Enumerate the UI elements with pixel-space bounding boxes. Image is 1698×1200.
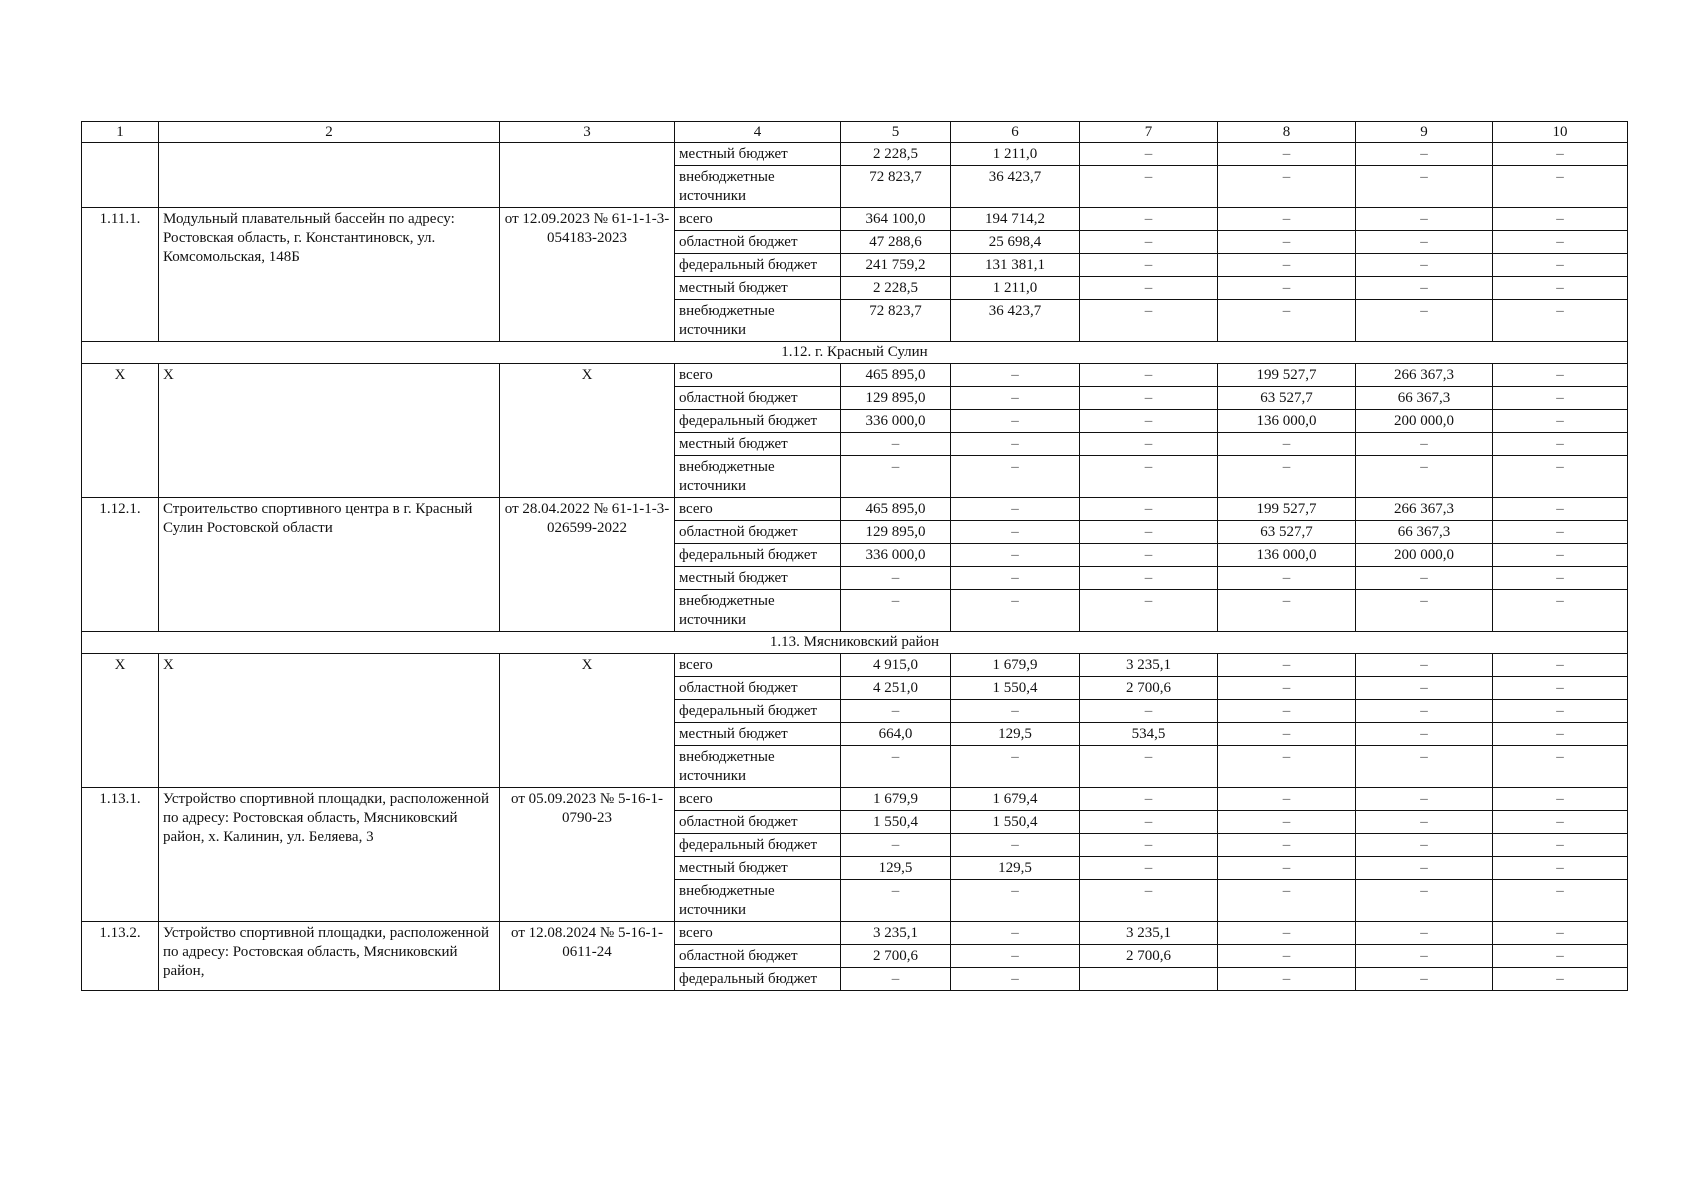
amount-cell: – [951, 834, 1080, 857]
funding-row [82, 208, 1628, 231]
amount-cell: – [951, 387, 1080, 410]
funding-row [82, 654, 1628, 677]
amount-cell: – [841, 968, 951, 991]
amount-cell: – [1493, 857, 1628, 880]
amount-cell: 1 679,9 [841, 788, 951, 811]
amount-cell: – [1218, 300, 1356, 342]
amount-cell: – [951, 521, 1080, 544]
amount-cell: – [1080, 456, 1218, 498]
item-code: 1.11.1. [82, 208, 159, 342]
amount-cell: – [1356, 857, 1493, 880]
object-name: Х [159, 364, 500, 498]
amount-cell: – [951, 364, 1080, 387]
funding-source: местный бюджет [675, 433, 841, 456]
amount-cell: 200 000,0 [1356, 410, 1493, 433]
amount-cell: – [841, 834, 951, 857]
amount-cell: 241 759,2 [841, 254, 951, 277]
amount-cell: – [951, 433, 1080, 456]
section-title: 1.12. г. Красный Сулин [82, 342, 1628, 364]
amount-cell: 199 527,7 [1218, 364, 1356, 387]
amount-cell: – [1080, 364, 1218, 387]
amount-cell: 129 895,0 [841, 387, 951, 410]
amount-cell: – [1493, 387, 1628, 410]
amount-cell: – [951, 567, 1080, 590]
amount-cell: 129,5 [951, 857, 1080, 880]
amount-cell: 25 698,4 [951, 231, 1080, 254]
amount-cell: 47 288,6 [841, 231, 951, 254]
object-name: Устройство спортивной площадки, расположенной по адресу: Ростовская область, Мясниковский район, х. Калинин, ул. Беляева, 3 [159, 788, 500, 922]
permit-info: Х [500, 364, 675, 498]
amount-cell: – [1493, 880, 1628, 922]
amount-cell: – [1493, 208, 1628, 231]
funding-source: всего [675, 364, 841, 387]
amount-cell: 266 367,3 [1356, 498, 1493, 521]
column-number: 4 [675, 122, 841, 143]
amount-cell: – [1080, 166, 1218, 208]
amount-cell: – [951, 700, 1080, 723]
amount-cell: – [1080, 433, 1218, 456]
amount-cell: – [951, 945, 1080, 968]
amount-cell: – [1493, 945, 1628, 968]
funding-source: всего [675, 654, 841, 677]
column-number: 5 [841, 122, 951, 143]
amount-cell: – [1218, 277, 1356, 300]
amount-cell: 66 367,3 [1356, 387, 1493, 410]
amount-cell: – [1356, 811, 1493, 834]
funding-row [82, 498, 1628, 521]
permit-info: от 05.09.2023 № 5-16-1-0790-23 [500, 788, 675, 922]
amount-cell: – [1218, 456, 1356, 498]
amount-cell: – [1218, 208, 1356, 231]
column-number: 7 [1080, 122, 1218, 143]
permit-info: от 12.08.2024 № 5-16-1-0611-24 [500, 922, 675, 991]
amount-cell: – [1080, 544, 1218, 567]
column-number: 10 [1493, 122, 1628, 143]
amount-cell: – [1356, 590, 1493, 632]
amount-cell: – [1356, 700, 1493, 723]
amount-cell: 2 700,6 [1080, 677, 1218, 700]
amount-cell: – [1493, 968, 1628, 991]
funding-row [82, 788, 1628, 811]
section-row [82, 342, 1628, 364]
amount-cell: 66 367,3 [1356, 521, 1493, 544]
amount-cell: 1 211,0 [951, 143, 1080, 166]
amount-cell: – [951, 498, 1080, 521]
amount-cell [1080, 968, 1218, 991]
amount-cell: – [1493, 456, 1628, 498]
item-code: 1.13.1. [82, 788, 159, 922]
funding-source: внебюджетные источники [675, 880, 841, 922]
amount-cell: – [1080, 746, 1218, 788]
amount-cell: 129,5 [841, 857, 951, 880]
amount-cell: – [951, 590, 1080, 632]
amount-cell: 194 714,2 [951, 208, 1080, 231]
amount-cell: – [1218, 857, 1356, 880]
funding-source: областной бюджет [675, 387, 841, 410]
amount-cell: 534,5 [1080, 723, 1218, 746]
funding-source: федеральный бюджет [675, 254, 841, 277]
item-code [82, 143, 159, 208]
amount-cell: – [1493, 811, 1628, 834]
amount-cell: – [1493, 567, 1628, 590]
funding-source: областной бюджет [675, 231, 841, 254]
amount-cell: 199 527,7 [1218, 498, 1356, 521]
amount-cell: 4 915,0 [841, 654, 951, 677]
amount-cell: – [1218, 922, 1356, 945]
amount-cell: – [1218, 945, 1356, 968]
amount-cell: – [1356, 677, 1493, 700]
amount-cell: – [1356, 300, 1493, 342]
amount-cell: – [1356, 567, 1493, 590]
amount-cell: – [1356, 208, 1493, 231]
column-number: 8 [1218, 122, 1356, 143]
amount-cell: – [1493, 166, 1628, 208]
amount-cell: 136 000,0 [1218, 544, 1356, 567]
amount-cell: – [1218, 590, 1356, 632]
amount-cell: – [1493, 277, 1628, 300]
amount-cell: – [1356, 788, 1493, 811]
amount-cell: 364 100,0 [841, 208, 951, 231]
amount-cell: – [1356, 143, 1493, 166]
amount-cell: – [1493, 654, 1628, 677]
amount-cell: – [1356, 433, 1493, 456]
budget-table [81, 121, 1628, 991]
amount-cell: – [1080, 567, 1218, 590]
amount-cell: – [1218, 677, 1356, 700]
amount-cell: 465 895,0 [841, 498, 951, 521]
amount-cell: 72 823,7 [841, 300, 951, 342]
amount-cell: 1 211,0 [951, 277, 1080, 300]
funding-source: местный бюджет [675, 143, 841, 166]
amount-cell: – [1493, 410, 1628, 433]
amount-cell: – [1080, 231, 1218, 254]
amount-cell: – [1080, 880, 1218, 922]
column-number: 6 [951, 122, 1080, 143]
object-name: Х [159, 654, 500, 788]
amount-cell: 2 700,6 [841, 945, 951, 968]
funding-source: федеральный бюджет [675, 544, 841, 567]
amount-cell: – [1356, 254, 1493, 277]
amount-cell: – [1080, 857, 1218, 880]
amount-cell: – [1493, 788, 1628, 811]
amount-cell: – [951, 746, 1080, 788]
funding-source: областной бюджет [675, 521, 841, 544]
amount-cell: – [1356, 922, 1493, 945]
object-name: Устройство спортивной площадки, расположенной по адресу: Ростовская область, Мясниковский район, [159, 922, 500, 991]
funding-source: областной бюджет [675, 677, 841, 700]
amount-cell: 36 423,7 [951, 300, 1080, 342]
amount-cell: 4 251,0 [841, 677, 951, 700]
amount-cell: – [1080, 300, 1218, 342]
amount-cell: – [1493, 231, 1628, 254]
amount-cell: – [1080, 521, 1218, 544]
amount-cell: – [1218, 811, 1356, 834]
amount-cell: – [1080, 143, 1218, 166]
amount-cell: – [1493, 700, 1628, 723]
amount-cell: – [1356, 723, 1493, 746]
funding-row [82, 143, 1628, 166]
amount-cell: – [1218, 254, 1356, 277]
amount-cell: 2 228,5 [841, 277, 951, 300]
permit-info: от 12.09.2023 № 61-1-1-3-054183-2023 [500, 208, 675, 342]
amount-cell: – [951, 968, 1080, 991]
amount-cell: 1 550,4 [951, 677, 1080, 700]
amount-cell: 3 235,1 [1080, 654, 1218, 677]
object-name: Строительство спортивного центра в г. Красный Сулин Ростовской области [159, 498, 500, 632]
item-code: 1.13.2. [82, 922, 159, 991]
amount-cell: 200 000,0 [1356, 544, 1493, 567]
amount-cell: – [1218, 143, 1356, 166]
amount-cell: – [841, 700, 951, 723]
amount-cell: – [1493, 433, 1628, 456]
amount-cell: – [1493, 544, 1628, 567]
amount-cell: 36 423,7 [951, 166, 1080, 208]
permit-info: от 28.04.2022 № 61-1-1-3-026599-2022 [500, 498, 675, 632]
amount-cell: – [1218, 700, 1356, 723]
column-number: 1 [82, 122, 159, 143]
amount-cell: – [1493, 498, 1628, 521]
amount-cell: – [1493, 590, 1628, 632]
amount-cell: 2 700,6 [1080, 945, 1218, 968]
amount-cell: – [1080, 208, 1218, 231]
amount-cell: – [1080, 788, 1218, 811]
amount-cell: – [1080, 700, 1218, 723]
amount-cell: – [841, 433, 951, 456]
amount-cell: 136 000,0 [1218, 410, 1356, 433]
amount-cell: 63 527,7 [1218, 387, 1356, 410]
amount-cell: – [1218, 880, 1356, 922]
amount-cell: – [951, 544, 1080, 567]
amount-cell: – [1356, 834, 1493, 857]
amount-cell: – [1218, 968, 1356, 991]
permit-info: Х [500, 654, 675, 788]
amount-cell: – [1218, 433, 1356, 456]
amount-cell: – [951, 410, 1080, 433]
funding-source: местный бюджет [675, 567, 841, 590]
amount-cell: – [1218, 834, 1356, 857]
amount-cell: 1 679,9 [951, 654, 1080, 677]
funding-source: федеральный бюджет [675, 700, 841, 723]
funding-source: всего [675, 922, 841, 945]
amount-cell: 131 381,1 [951, 254, 1080, 277]
section-title: 1.13. Мясниковский район [82, 632, 1628, 654]
item-code: Х [82, 654, 159, 788]
funding-source: местный бюджет [675, 723, 841, 746]
amount-cell: – [1218, 788, 1356, 811]
amount-cell: – [1356, 456, 1493, 498]
amount-cell: – [1218, 723, 1356, 746]
amount-cell: – [1356, 231, 1493, 254]
amount-cell: 465 895,0 [841, 364, 951, 387]
amount-cell: 336 000,0 [841, 410, 951, 433]
amount-cell: – [1493, 723, 1628, 746]
amount-cell: – [1080, 277, 1218, 300]
column-number-row [82, 122, 1628, 143]
amount-cell: – [841, 746, 951, 788]
amount-cell: – [1080, 410, 1218, 433]
column-number: 2 [159, 122, 500, 143]
amount-cell: – [1493, 364, 1628, 387]
amount-cell: – [1356, 746, 1493, 788]
amount-cell: 3 235,1 [841, 922, 951, 945]
amount-cell: – [1218, 654, 1356, 677]
amount-cell: – [1493, 922, 1628, 945]
funding-source: внебюджетные источники [675, 590, 841, 632]
amount-cell: 1 550,4 [841, 811, 951, 834]
funding-source: федеральный бюджет [675, 968, 841, 991]
amount-cell: – [1080, 387, 1218, 410]
funding-source: внебюджетные источники [675, 746, 841, 788]
funding-source: федеральный бюджет [675, 410, 841, 433]
amount-cell: 129 895,0 [841, 521, 951, 544]
amount-cell: 266 367,3 [1356, 364, 1493, 387]
funding-source: местный бюджет [675, 277, 841, 300]
amount-cell: – [1493, 143, 1628, 166]
amount-cell: – [1493, 746, 1628, 788]
amount-cell: – [1356, 945, 1493, 968]
funding-source: внебюджетные источники [675, 456, 841, 498]
item-code: Х [82, 364, 159, 498]
amount-cell: 129,5 [951, 723, 1080, 746]
amount-cell: – [1080, 811, 1218, 834]
amount-cell: – [1218, 567, 1356, 590]
column-number: 9 [1356, 122, 1493, 143]
funding-source: внебюджетные источники [675, 166, 841, 208]
amount-cell: 336 000,0 [841, 544, 951, 567]
section-row [82, 632, 1628, 654]
amount-cell: – [1493, 521, 1628, 544]
amount-cell: – [1356, 166, 1493, 208]
funding-source: всего [675, 498, 841, 521]
funding-source: всего [675, 208, 841, 231]
amount-cell: – [1080, 254, 1218, 277]
amount-cell: – [1493, 834, 1628, 857]
amount-cell: – [1080, 590, 1218, 632]
item-code: 1.12.1. [82, 498, 159, 632]
funding-source: областной бюджет [675, 945, 841, 968]
amount-cell: – [841, 590, 951, 632]
amount-cell: – [1493, 677, 1628, 700]
funding-source: всего [675, 788, 841, 811]
amount-cell: 1 550,4 [951, 811, 1080, 834]
funding-source: внебюджетные источники [675, 300, 841, 342]
permit-info [500, 143, 675, 208]
amount-cell: – [951, 880, 1080, 922]
funding-row [82, 922, 1628, 945]
amount-cell: – [1080, 834, 1218, 857]
amount-cell: 1 679,4 [951, 788, 1080, 811]
amount-cell: 72 823,7 [841, 166, 951, 208]
funding-source: федеральный бюджет [675, 834, 841, 857]
object-name: Модульный плавательный бассейн по адресу: Ростовская область, г. Константиновск, ул. Комсомольская, 148Б [159, 208, 500, 342]
amount-cell: – [951, 922, 1080, 945]
amount-cell: – [1080, 498, 1218, 521]
amount-cell: 2 228,5 [841, 143, 951, 166]
amount-cell: – [1493, 254, 1628, 277]
amount-cell: – [1356, 968, 1493, 991]
amount-cell: 3 235,1 [1080, 922, 1218, 945]
funding-row [82, 364, 1628, 387]
amount-cell: – [1218, 231, 1356, 254]
amount-cell: – [1356, 654, 1493, 677]
amount-cell: – [951, 456, 1080, 498]
column-number: 3 [500, 122, 675, 143]
amount-cell: 63 527,7 [1218, 521, 1356, 544]
amount-cell: – [1356, 880, 1493, 922]
funding-source: местный бюджет [675, 857, 841, 880]
funding-source: областной бюджет [675, 811, 841, 834]
amount-cell: – [1218, 746, 1356, 788]
amount-cell: 664,0 [841, 723, 951, 746]
amount-cell: – [841, 456, 951, 498]
amount-cell: – [841, 567, 951, 590]
amount-cell: – [1218, 166, 1356, 208]
amount-cell: – [1356, 277, 1493, 300]
amount-cell: – [841, 880, 951, 922]
amount-cell: – [1493, 300, 1628, 342]
object-name [159, 143, 500, 208]
